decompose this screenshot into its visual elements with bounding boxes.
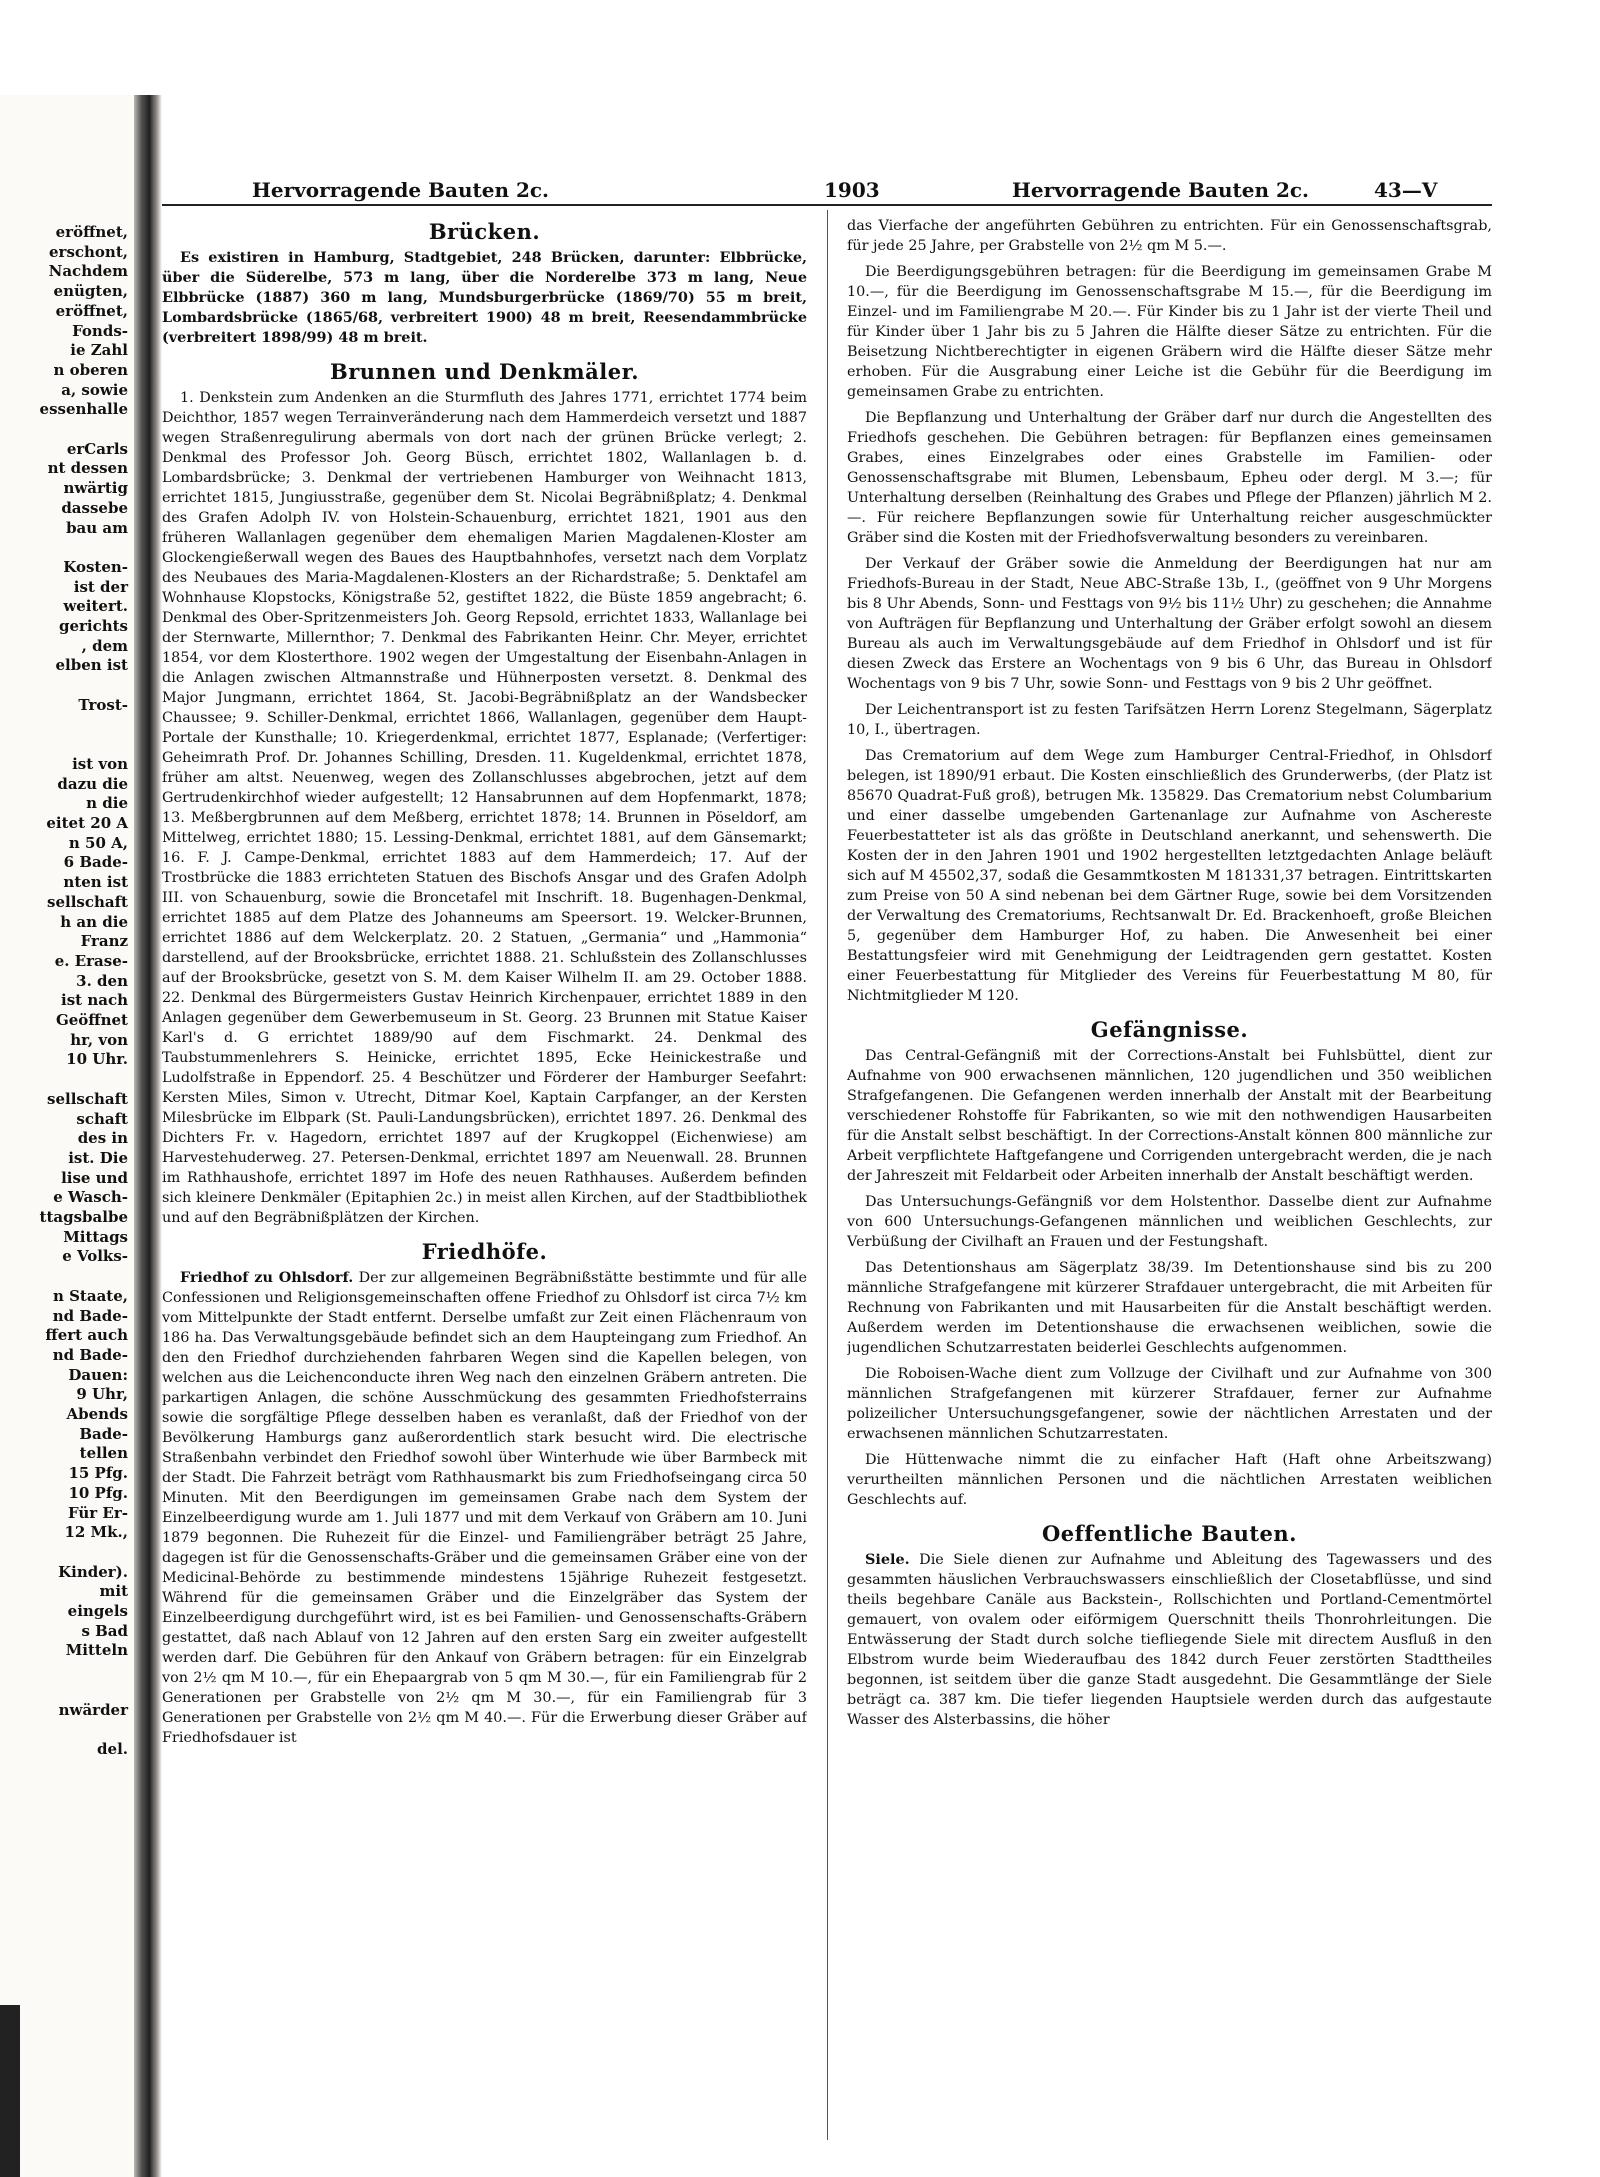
fragment-line: nt dessen xyxy=(47,459,128,478)
fragment-line: enügten, xyxy=(53,282,128,301)
gefaengnis-paragraph: Die Hüttenwache nimmt die zu einfacher Haft (Haft ohne Arbeitszwang) verurtheilten männlichen Personen und die nächtlichen Arrestaten weiblichen Geschlechts auf. xyxy=(847,1452,1492,1508)
fragment-line: elben ist xyxy=(55,656,128,675)
fragment-line: Mittags xyxy=(63,1227,128,1246)
left-column xyxy=(162,216,807,2136)
fragment-line: ist von xyxy=(72,754,128,773)
fragment-line: weitert. xyxy=(63,597,128,616)
fragment-line: 6 Bade- xyxy=(63,853,128,872)
crematorium-paragraph: Das Crematorium auf dem Wege zum Hamburger Central-Friedhof, in Ohlsdorf belegen, ist 1890/91 erbaut. Die Kosten einschließlich des Grunderwerbs, (der Platz ist 85670 Quadrat-Fuß groß), betrugen Mk. 135829. Das Crematorium nebst Columbarium und einer dasselbe umgebenden Gartenanlage zur Aufnahme von Aschereste Feuerbestatteter ist als das größte in Deutschland anerkannt, und sehenswerth. Die Kosten der in den Jahren 1901 und 1902 hergestellten letztgedachten Anlage beläuft sich auf M 45502,37, sodaß die Gesammtkosten M 181331,37 betragen. Eintrittskarten zum Preise von 50 A sind nebenan bei dem Gärtner Ruge, sowie bei dem Vorsitzenden der Verwaltung des Crematoriums, Rechtsanwalt Dr. Ed. Brackenhoeft, große Bleichen 5, gegenüber dem Hamburger Hof, zu haben. Die Anwesenheit bei einer Bestattungsfeier wird mit Genehmigung der Leidtragenden gern gestattet. Kosten einer Feuerbestattung für Mitglieder des Vereins für Feuerbestattung M 80, für Nichtmitglieder M 120. xyxy=(847,748,1492,1004)
friedhof-cont-paragraph: Die Beerdigungsgebühren betragen: für die Beerdigung im gemeinsamen Grabe M 10.—, für die Beerdigung im Genossenschaftsgrabe M 15.—, für die Beerdigung im Einzel- und im Familiengrabe M 20.—. Für Kinder bis zu 1 Jahr ist der vierte Theil und für Kinder über 1 Jahr bis zu 5 Jahren die Hälfte dieser Sätze zu entrichten. Für die Beisetzung Nichtberechtigter in eigenen Gräbern wird die Hälfte dieser Sätze mehr erhoben. Für die Ausgrabung einer Leiche ist die Gebühr für die Beerdigung im gemeinsamen Grabe zu entrichten. xyxy=(847,264,1492,400)
fragment-line: Abends xyxy=(66,1405,128,1423)
fragment-line: Trost- xyxy=(78,695,128,714)
book-gutter xyxy=(134,95,150,2177)
fragment-line: nd Bade- xyxy=(52,1345,128,1364)
section-heading-brunnen: Brunnen und Denkmäler. xyxy=(329,359,640,384)
fragment-line: e. Erase- xyxy=(54,951,128,970)
fragment-line: essenhalle xyxy=(39,400,128,419)
fragment-line: hr, von xyxy=(70,1030,128,1049)
fragment-line: 3. den xyxy=(76,971,128,990)
fragment-line: 10 Pfg. xyxy=(68,1483,128,1502)
fragment-line: del. xyxy=(97,1739,128,1758)
fragment-line: nwärtig xyxy=(63,479,128,498)
friedhof-cont-paragraph: Der Verkauf der Gräber sowie die Anmeldung der Beerdigungen hat nur am Friedhofs-Bureau in der Stadt, Neue ABC-Straße 13b, I., (geöffnet von 9 Uhr Morgens bis 8 Uhr Abends, Sonn- und Festtags von 9½ bis 11½ Uhr) zu geschehen; die Annahme von Aufträgen für Bepflanzung und Unterhaltung der Gräber erfolgt sowohl an diesem Bureau als auch im Verwaltungsgebäude auf dem Friedhof in Ohlsdorf und ist für diesen Zweck das Erstere an Wochentags von 9 bis 6 Uhr, das Bureau in Ohlsdorf Wochentags von 9 bis 7 Uhr, sowie Sonn- und Festtags von 9 bis 2 Uhr geöffnet. xyxy=(847,556,1492,692)
page xyxy=(162,140,1492,2160)
binding-shadow xyxy=(150,95,162,2177)
section-heading-friedhoefe: Friedhöfe. xyxy=(421,1239,548,1264)
fragment-line: eröffnet, xyxy=(55,301,128,320)
fragment-line: nd Bade- xyxy=(52,1306,128,1325)
fragment-line: 15 Pfg. xyxy=(68,1464,128,1483)
section-heading-bauten: Oeffentliche Bauten. xyxy=(1042,1521,1297,1546)
fragment-line: n oberen xyxy=(53,360,128,379)
fragment-line: eingels xyxy=(67,1602,128,1620)
gefaengnis-paragraph: Das Central-Gefängniß mit der Corrections-Anstalt bei Fuhlsbüttel, dient zur Aufnahme von 900 erwachsenen männlichen, 120 jugendlichen und 350 weiblichen Strafgefangenen. Die Gefangenen werden innerhalb der Anstalt mit der Bearbeitung verschiedener Rohstoffe für Fabrikanten, so wie mit den nothwendigen Hausarbeiten für die Anstalt selbst beschäftigt. In der Corrections-Anstalt können 800 männliche zur Arbeit verpflichtete Haftgefangene und Corrigenden untergebracht werden, die je nach der Jahreszeit mit Feldarbeit oder Arbeiten innerhalb der Anstalt beschäftigt werden. xyxy=(847,1048,1492,1184)
fragment-line: n 50 A, xyxy=(68,833,128,852)
scan-edge xyxy=(0,2005,20,2177)
friedhof-text: Der zur allgemeinen Begräbnißstätte bestimmte und für alle Confessionen und Religionsgemeinschaften offene Friedhof zu Ohlsdorf ist circa 7½ km vom Mittelpunkte der Stadt entfernt. Derselbe umfaßt zur Zeit einen Flächenraum von 186 ha. Das Verwaltungsgebäude befindet sich an dem Haupteingang zum Friedhof. An den den Friedhof durchziehenden fahrbaren Wegen sind die Kapellen belegen, von welchen aus die Leichenconducte ihren Weg nach den einzelnen Gräbern antreten. Die parkartigen Anlagen, die schöne Ausschmückung des gesammten Friedhofsterrains sowie die sorgfältige Pflege desselben haben es veranlaßt, daß der Friedhof von der Bevölkerung Hamburgs ganz außerordentlich stark besucht wird. Die electrische Straßenbahn verbindet den Friedhof sowohl über Winterhude wie über Barmbeck mit der Stadt. Die Fahrzeit beträgt vom Rathhausmarkt bis zum Friedhofseingang circa 50 Minuten. Mit den Beerdigungen im gemeinsamen Grabe nach dem System der Einzelbeerdigung wurde am 1. Juli 1877 und mit dem Verkauf von Gräbern am 10. Juni 1879 begonnen. Die Ruhezeit für die Einzel- und Familiengräber beträgt 25 Jahre, dagegen ist für die Genossenschafts-Gräber und die gemeinsamen Gräber eine von der Medicinal-Behörde zu bestimmende mindestens 15jährige Ruhezeit festgesetzt. Während für die gemeinsamen Gräber und die Einzelgräber das System der Einzelbeerdigung durchgeführt wird, ist es bei Familien- und Genossenschafts-Gräbern gestattet, daß nach Ablauf von 12 Jahren auf den ersten Sarg ein zweiter aufgestellt werden darf. Die Gebühren für den Ankauf von Gräbern betragen: für ein Einzelgrab von 2½ qm M 10.—, für ein Ehepaargrab von 5 qm M 30.—, für ein Familiengrab für 2 Generationen per Grabstelle von 2½ qm M 30.—, für ein Familiengrab für 3 Generationen per Grabstelle von 2½ qm M 40.—. Für die Erwerbung dieser Gräber auf Friedhofsdauer ist xyxy=(162,1270,807,1746)
header-rule xyxy=(162,204,1492,206)
fragment-line: schaft xyxy=(76,1109,128,1128)
siele-text: Die Siele dienen zur Aufnahme und Ableitung des Tagewassers und des gesammten häuslichen Verbrauchswassers einschließlich der Closetabflüsse, und sind theils begehbare Canäle aus Backstein-, Rollschichten und Portland-Cementmörtel gemauert, von ovalem oder eiförmigem Querschnitt theils Thonrohrleitungen. Die Entwässerung der Stadt durch solche tiefliegende Siele mit directem Ausfluß in den Elbstrom wurde beim Wiederaufbau des 1842 durch Feuer zerstörten Stadttheiles begonnen, ist seitdem über die ganze Stadt ausgedehnt. Die Gesammtlänge der Siele beträgt ca. 387 km. Die tiefer liegenden Hauptsiele werden durch das aufgestaute Wasser des Alsterbassins, die höher xyxy=(847,1552,1492,1728)
fragment-line: eitet 20 A xyxy=(46,814,128,832)
fragment-line: erschont, xyxy=(49,242,128,261)
fragment-line: ist nach xyxy=(61,991,128,1010)
right-column xyxy=(847,216,1492,2136)
header-right-title: Hervorragende Bauten 2c. xyxy=(1012,178,1310,202)
fragment-line: Bade- xyxy=(79,1424,128,1443)
fragment-line: dazu die xyxy=(57,774,128,793)
fragment-line: ffert auch xyxy=(45,1326,128,1345)
fragment-line: Dauen: xyxy=(68,1365,128,1384)
fragment-line: mit xyxy=(99,1582,128,1601)
fragment-line: tellen xyxy=(79,1444,128,1463)
fragment-line: a, sowie xyxy=(61,380,128,399)
previous-page-strip xyxy=(0,95,150,2177)
fragment-line: 10 Uhr. xyxy=(66,1050,128,1069)
fragment-line: erCarls xyxy=(66,439,128,458)
fragment-line: 12 Mk., xyxy=(64,1523,128,1542)
fragment-line: ie Zahl xyxy=(70,341,128,360)
fragment-line: 9 Uhr, xyxy=(76,1385,128,1404)
fragment-line: , dem xyxy=(81,636,128,655)
fragment-line: Geöffnet xyxy=(55,1011,128,1029)
header-left-title: Hervorragende Bauten 2c. xyxy=(252,178,550,202)
gefaengnis-paragraph: Die Roboisen-Wache dient zum Vollzuge der Civilhaft und zur Aufnahme von 300 männlichen Strafgefangenen mit kürzerer Strafdauer, ferner zur Aufnahme polizeilicher Untersuchungsgefangener, sowie der nächtlichen Arrestaten und der erwachsenen männlichen Schutzarrestaten. xyxy=(847,1366,1492,1442)
section-heading-bruecken: Brücken. xyxy=(428,219,541,244)
fragment-line: Franz xyxy=(80,932,128,951)
fragment-line: bau am xyxy=(66,518,128,537)
gefaengnis-paragraph: Das Untersuchungs-Gefängniß vor dem Holstenthor. Dasselbe dient zur Aufnahme von 600 Untersuchungs-Gefangenen männlichen und weiblichen Geschlechts, zur Verbüßung der Civilhaft an Frauen und der Festungshaft. xyxy=(847,1194,1492,1250)
fragment-line: des in xyxy=(77,1129,128,1148)
fragment-line: sellschaft xyxy=(47,892,128,911)
brunnen-text: 1. Denkstein zum Andenken an die Sturmfluth des Jahres 1771, errichtet 1774 beim Deichthor, 1857 wegen Terrainveränderung nach dem Hammerdeich versetzt und 1887 wegen Straßenregulirung abermals von dort nach der grünen Brücke verlegt; 2. Denkmal des Professor Joh. Georg Büsch, errichtet 1802, Wallanlagen b. d. Lombardsbrücke; 3. Denkmal der vertriebenen Hamburger von Weihnacht 1813, errichtet 1815, Jungiusstraße, gegenüber dem St. Nicolai Begräbnißplatz; 4. Denkmal des Grafen Adolph IV. von Holstein-Schauenburg, errichtet 1821, 1901 aus den früheren Wallanlagen gegenüber dem ehemaligen Marien Magdalenen-Kloster am Glockengießerwall wegen des Baues des Hauptbahnhofes, versetzt nach dem Vorplatz des Neubaues des Maria-Magdalenen-Klosters an der Richardstraße; 5. Denktafel am Wohnhause Klopstocks, Königstraße 52, gestiftet 1822, die Büste 1859 angebracht; 6. Denkmal des Ober-Spritzenmeisters Joh. Georg Repsold, errichtet 1833, Wallanlage bei der Sternwarte, Millernthor; 7. Denkmal des Fabrikanten Heinr. Chr. Meyer, errichtet 1854, vor dem Klosterthore. 1902 wegen der Umgestaltung der Eisenbahn-Anlagen in die Anlagen zwischen Altmannstraße und Hühnerposten versetzt. 8. Denkmal des Major Jungmann, errichtet 1864, St. Jacobi-Begräbnißplatz an der Wandsbecker Chaussee; 9. Schiller-Denkmal, errichtet 1866, Wallanlagen, gegenüber dem Haupt-Portale der Kunsthalle; 10. Kriegerdenkmal, errichtet 1877, Esplanade; (Verfertiger: Geheimrath Prof. Dr. Johannes Schilling, Dresden. 11. Kugeldenkmal, errichtet 1878, früher am altst. Neuenweg, wegen des Zollanschlusses abgebrochen, jetzt auf dem Gertrudenkirchhof wieder aufgestellt; 12 Hansabrunnen auf dem Hopfenmarkt, 1878; 13. Meßbergbrunnen auf dem Meßberg, errichtet 1878; 14. Brunnen in Pöseldorf, am Mittelweg, errichtet 1880; 15. Lessing-Denkmal, errichtet 1881, auf dem Gänsemarkt; 16. F. J. Campe-Denkmal, errichtet 1883 auf dem Hammerdeich; 17. Auf der Trostbrücke die 1883 errichteten Statuen des Bischofs Ansgar und des Grafen Adolph III. von Schauenburg, sowie die Broncetafel mit Inschrift. 18. Bugenhagen-Denkmal, errichtet 1885 auf dem Platze des Johanneums am Speersort. 19. Welcker-Brunnen, errichtet 1886 auf dem Welckerplatz. 20. 2 Statuen, „Germania“ und „Hammonia“ darstellend, auf der Brooksbrücke, errichtet 1888. 21. Schlußstein des Zollanschlusses auf der Brooksbrücke, gesetzt von S. M. dem Kaiser Wilhelm II. am 29. October 1888. 22. Denkmal des Bürgermeisters Gustav Heinrich Kirchenpauer, errichtet 1889 in den Anlagen gegenüber dem Gewerbemuseum in St. Georg. 23 Brunnen mit Statue Kaiser Karl's d. G errichtet 1889/90 auf dem Fischmarkt. 24. Denkmal des Taubstummenlehrers S. Heinicke, errichtet 1895, Ecke Heinickestraße und Ludolfstraße in Eppendorf. 25. 4 Beschützer und Förderer der Hamburger Seefahrt: Kersten Miles, Simon v. Utrecht, Ditmar Koel, Kaptain Carpfanger, an der Kersten Milesbrücke im Elbpark (St. Pauli-Landungsbrücken), errichtet 1897. 26. Denkmal des Dichters Fr. v. Hagedorn, errichtet 1897 auf der Krugkoppel (Eichenwiese) am Harvestehuderweg. 27. Petersen-Denkmal, errichtet 1897 am Neuenwall. 28. Brunnen im Rathhaushofe, errichtet 1897 im Hofe des neuen Rathhauses. Außerdem befinden sich kleinere Denkmäler (Epitaphien 2c.) in meist allen Kirchen, auf der Stadtbibliothek und auf den Begräbnißplätzen der Kirchen. xyxy=(162,390,807,1226)
friedhof-lead: Friedhof zu Ohlsdorf. xyxy=(180,1269,354,1286)
fragment-line: sellschaft xyxy=(47,1089,128,1108)
running-header xyxy=(162,178,1492,204)
siele-lead: Siele. xyxy=(865,1551,910,1568)
fragment-line: n Staate, xyxy=(52,1286,128,1305)
fragment-line: dassebe xyxy=(61,498,128,517)
fragment-line: ttagsbalbe xyxy=(39,1208,128,1226)
siele-paragraph xyxy=(847,1550,1492,1730)
header-year: 1903 xyxy=(824,178,880,202)
fragment-line: e Wasch- xyxy=(53,1188,128,1207)
column-rule xyxy=(827,210,828,2140)
gefaengnis-paragraph: Das Detentionshaus am Sägerplatz 38/39. Im Detentionshause sind bis zu 200 männliche Strafgefangene mit kürzerer Strafdauer untergebracht, die mit Arbeiten für Rechnung von Fabrikanten und mit Hausarbeiten für die Anstalt beschäftigt werden. Außerdem werden im Detentionshause die erwachsenen weiblichen, sowie die jugendlichen Schutzarrestaten beiderlei Geschlechts aufgenommen. xyxy=(847,1260,1492,1356)
fragment-line: gerichts xyxy=(58,617,128,635)
bruecken-text: Es existiren in Hamburg, Stadtgebiet, 248 Brücken, darunter: Elbbrücke, über die Süderelbe, 573 m lang, über die Norderelbe 373 m lang, Neue Elbbrücke (1887) 360 m lang, Mundsburgerbrücke (1869/70) 55 m breit, Lombardsbrücke (1865/68, verbreitert 1900) 48 m breit, Reesendammbrücke (verbreitert 1898/99) 48 m breit. xyxy=(162,249,807,346)
fragment-line: nten ist xyxy=(63,873,128,892)
fragment-line: ist der xyxy=(73,577,128,596)
fragment-line: nwärder xyxy=(58,1700,128,1719)
fragment-line: Kinder). xyxy=(58,1562,128,1581)
fragment-line: Fonds- xyxy=(72,321,128,340)
fragment-line: e Volks- xyxy=(62,1247,128,1266)
fragment-line: lise und xyxy=(61,1168,128,1187)
fragment-line: n die xyxy=(86,794,128,813)
fragment-line: Für Er- xyxy=(68,1503,128,1522)
friedhof-cont-paragraph: Der Leichentransport ist zu festen Tarifsätzen Herrn Lorenz Stegelmann, Sägerplatz 10, I., übertragen. xyxy=(847,702,1492,738)
friedhof-cont-paragraph: das Vierfache der angeführten Gebühren zu entrichten. Für ein Genossenschaftsgrab, für jede 25 Jahre, per Grabstelle von 2½ qm M 5.—. xyxy=(847,218,1492,254)
fragment-line: h an die xyxy=(60,912,128,931)
fragment-line: Mitteln xyxy=(65,1641,128,1660)
header-page-number: 43—V xyxy=(1374,178,1438,202)
friedhof-paragraph xyxy=(162,1268,807,1748)
fragment-line: eröffnet, xyxy=(55,223,128,241)
fragment-line: ist. Die xyxy=(68,1148,128,1167)
section-heading-gefaengnisse: Gefängnisse. xyxy=(1090,1017,1249,1042)
fragment-line: Nachdem xyxy=(48,262,128,281)
fragment-line: s Bad xyxy=(81,1621,128,1640)
fragment-line: Kosten- xyxy=(63,557,128,576)
friedhof-cont-paragraph: Die Bepflanzung und Unterhaltung der Gräber darf nur durch die Angestellten des Friedhofs geschehen. Die Gebühren betragen: für Bepflanzen eines gemeinsamen Grabes, eines Einzelgrabes oder eines Grabstelle im Familien- oder Genossenschaftsgrabe mit Blumen, Lebensbaum, Epheu oder dergl. M 3.—; für Unterhaltung derselben (Reinhaltung des Grabes und Pflege der Pflanzen) jährlich M 2.—. Für reichere Bepflanzungen sowie für Unterhaltung reicher ausgeschmückter Gräber sind die Kosten mit der Friedhofsverwaltung besonders zu vereinbaren. xyxy=(847,410,1492,546)
